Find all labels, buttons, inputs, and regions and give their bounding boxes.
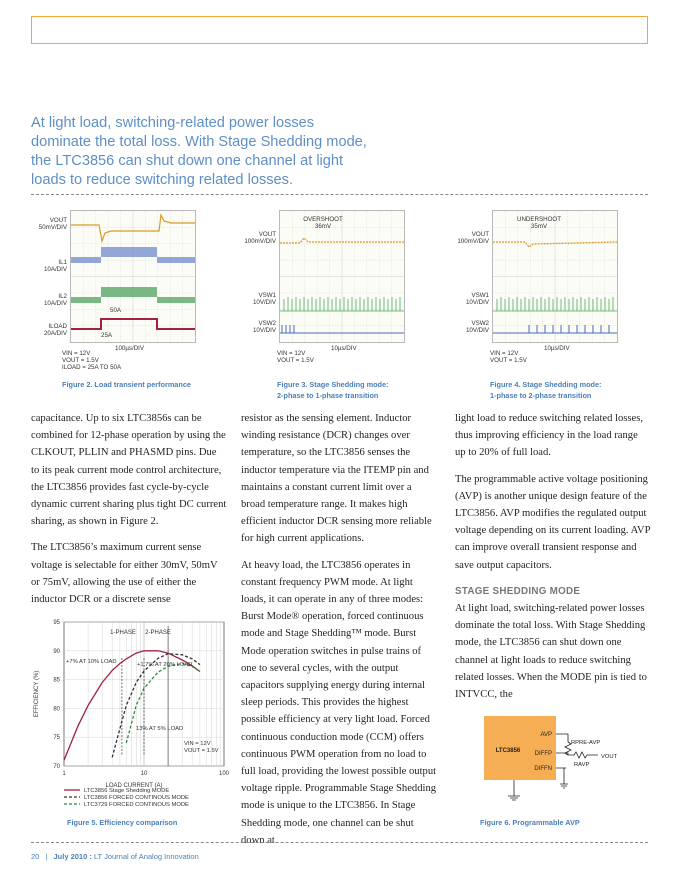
fig4-undershoot-label: UNDERSHOOT 35mV (516, 216, 561, 230)
fig2-scope (70, 210, 196, 343)
fig2-caption: Figure 2. Load transient performance (62, 380, 191, 389)
legend-label-1: LTC3856 FORCED CONTINOUS MODE (84, 795, 189, 801)
fig6-avp-schematic (470, 708, 640, 808)
footer-issue: July 2010 : (53, 852, 92, 861)
legend-label-0: LTC3856 Stage Shedding MODE (84, 788, 170, 794)
x-tick-100: 100 (218, 771, 230, 777)
fig4-label-vout: VOUT 100mV/DIV (457, 231, 489, 245)
fig2-trace-il1-high (101, 247, 157, 257)
footer-separator: | (45, 852, 48, 861)
y-tick-75: 75 (53, 735, 60, 742)
fig3-label-vsw2: VSW2 10V/DIV (252, 320, 276, 334)
fig2-label-il1: IL1 10A/DIV (43, 259, 67, 273)
fig2-label-il2: IL2 10A/DIV (43, 293, 67, 307)
column-3 (455, 410, 651, 712)
fig5-caption: Figure 5. Efficiency comparison (67, 818, 178, 827)
fig2-trace-il1-low (71, 257, 101, 263)
fig2-scope-traces (71, 211, 195, 342)
fig4-caption: Figure 4. Stage Shedding mode: 1-phase to 2-phase transition (490, 380, 602, 400)
fig3-overshoot-label: OVERSHOOT 36mV (303, 216, 343, 230)
fig3-scope-traces (280, 211, 404, 342)
fig3-label-vout: VOUT 100mV/DIV (244, 231, 276, 245)
y-tick-70: 70 (53, 764, 60, 770)
x-ticks (62, 771, 229, 777)
fig6-caption: Figure 6. Programmable AVP (480, 818, 580, 827)
fig3-caption: Figure 3. Stage Shedding mode: 2-phase to 1-phase transition (277, 380, 389, 400)
col2-paragraph-2: At heavy load, the LTC3856 operates in constant frequency PWM mode. At light loads, it can operate in any of three modes: Burst Mode® operation, forced continuous mode and Stage Shedding™ mode. Burst Mode operation switches in pulse trains of one to several cycles, with the output capacitors supplying energy during internal sleep periods. This provides the highest possible efficiency at very light load. Forced continuous conduction mode (CCM) offers continuous PWM operation from no load to full load, providing the lowest possible output voltage ripple. Programmable Stage Shedding mode is unique to the LTC3856. In Stage Shedding mode, one channel can be shut down at (241, 559, 437, 846)
footer (31, 852, 199, 861)
annot-17pct: +1.7% AT 20% LOAD (137, 662, 193, 668)
fig2-trace-il1-low2 (157, 257, 195, 263)
resistor-r-pre-avp: RPRE-AVP (571, 740, 601, 746)
pin-diffp: DIFFP (534, 751, 552, 757)
fig4-label-vsw1: VSW1 10V/DIV (465, 292, 489, 306)
x-axis-label: LOAD CURRENT (A) (105, 783, 163, 789)
pin-avp: AVP (540, 732, 552, 738)
y-tick-95: 95 (53, 620, 60, 626)
legend-label-2: LTC3729 FORCED CONTINOUS MODE (84, 802, 189, 808)
col3-paragraph-3: At light load, switching-related power losses dominate the total loss. With Stage Shedding mode, the LTC3856 can shut down one channel at light loads to reduce switching related losses. When the MODE pin is tied to INTVCC, the (455, 603, 647, 701)
fig4-label-vsw2: VSW2 10V/DIV (465, 320, 489, 334)
header-banner-box (31, 16, 648, 44)
x-tick-10: 10 (140, 771, 148, 777)
y-tick-80: 80 (53, 706, 60, 713)
fig2-trace-il2-low2 (157, 297, 195, 303)
fig2-conditions: VIN = 12V VOUT = 1.5V ILOAD = 25A TO 50A (62, 350, 122, 371)
annot-13pct: 13% AT 5% LOAD (136, 726, 184, 732)
y-axis-label: EFFICIENCY (%) (34, 670, 40, 718)
section-heading: STAGE SHEDDING MODE (455, 585, 581, 597)
fig2-trace-il2-high (101, 287, 157, 297)
legend (64, 788, 189, 808)
resistor-r-avp: RAVP (574, 762, 590, 768)
divider-bottom (31, 842, 648, 843)
fig4-scope-traces (493, 211, 617, 342)
annot-vout: VOUT = 1.5V (184, 748, 219, 754)
annot-7pct: +7% AT 10% LOAD (66, 659, 117, 665)
col3-paragraph-2: The programmable active voltage positioning (AVP) is another unique design feature of the LTC3856. AVP modifies the regulated output voltage depending on its current loading. AVP can improve overall transient response and save output capacitors. (455, 473, 651, 571)
footer-page-number: 20 (31, 852, 40, 861)
fig4-conditions: VIN = 12V VOUT = 1.5V (490, 350, 527, 364)
fig2-timebase: 100µs/DIV (115, 345, 145, 352)
fig2-label-vout: VOUT 50mV/DIV (38, 217, 67, 231)
fig2-label-iload: ILOAD 20A/DIV (43, 323, 67, 337)
fig2-label-50a: 50A (110, 307, 122, 314)
annot-2-phase: 2-PHASE (145, 630, 171, 636)
fig5-efficiency-chart (24, 612, 234, 812)
fig3-conditions: VIN = 12V VOUT = 1.5V (277, 350, 314, 364)
annot-1-phase: 1-PHASE (110, 630, 136, 636)
fig2-trace-il2-low (71, 297, 101, 303)
vout-label: VOUT (601, 754, 618, 760)
fig2-label-25a: 25A (101, 332, 113, 339)
col1-paragraph-2: The LTC3856’s maximum current sense voltage is selectable for either 30mV, 50mV or 75mV, allowing the use of either the inductor DCR or a discrete sense (31, 542, 218, 606)
col1-paragraph-1: capacitance. Up to six LTC3856s can be combined for 12-phase operation by using the CLKOUT, PLLIN and PHASMD pins. Due to its peak current mode control architecture, the LTC3856 provides fast cycle-by-cycle dynamic current sharing plus tight DC current sharing, as shown in Figure 2. (31, 413, 227, 528)
fig3-timebase: 10µs/DIV (331, 345, 357, 352)
chip-label: LTC3856 (495, 748, 521, 754)
divider-top (31, 194, 648, 195)
annot-vin: VIN = 12V (184, 741, 211, 747)
pull-quote: At light load, switching-related power losses dominate the total loss. With Stage Shedding mode, the LTC3856 can shut down one channel at light loads to reduce switching related losses. (31, 115, 367, 188)
fig3-label-vsw1: VSW1 10V/DIV (252, 292, 276, 306)
x-tick-1: 1 (62, 771, 66, 777)
column-1 (31, 410, 227, 617)
y-tick-85: 85 (53, 677, 60, 684)
column-2 (241, 410, 437, 858)
y-ticks (53, 620, 60, 770)
footer-journal: LT Journal of Analog Innovation (93, 852, 199, 861)
y-tick-90: 90 (53, 648, 60, 655)
col3-paragraph-1: light load to reduce switching related losses, thus improving efficiency in the load range up to 20% of full load. (455, 413, 643, 459)
pin-diffn: DIFFN (534, 766, 552, 772)
col2-paragraph-1: resistor as the sensing element. Inductor winding resistance (DCR) changes over temperature, so the LTC3856 senses the inductor temperature via the ITEMP pin and maintains a constant current limit over a broad temperature range. It makes high efficient inductor DCR sensing more reliable for high current applications. (241, 413, 432, 545)
fig4-timebase: 10µs/DIV (544, 345, 570, 352)
